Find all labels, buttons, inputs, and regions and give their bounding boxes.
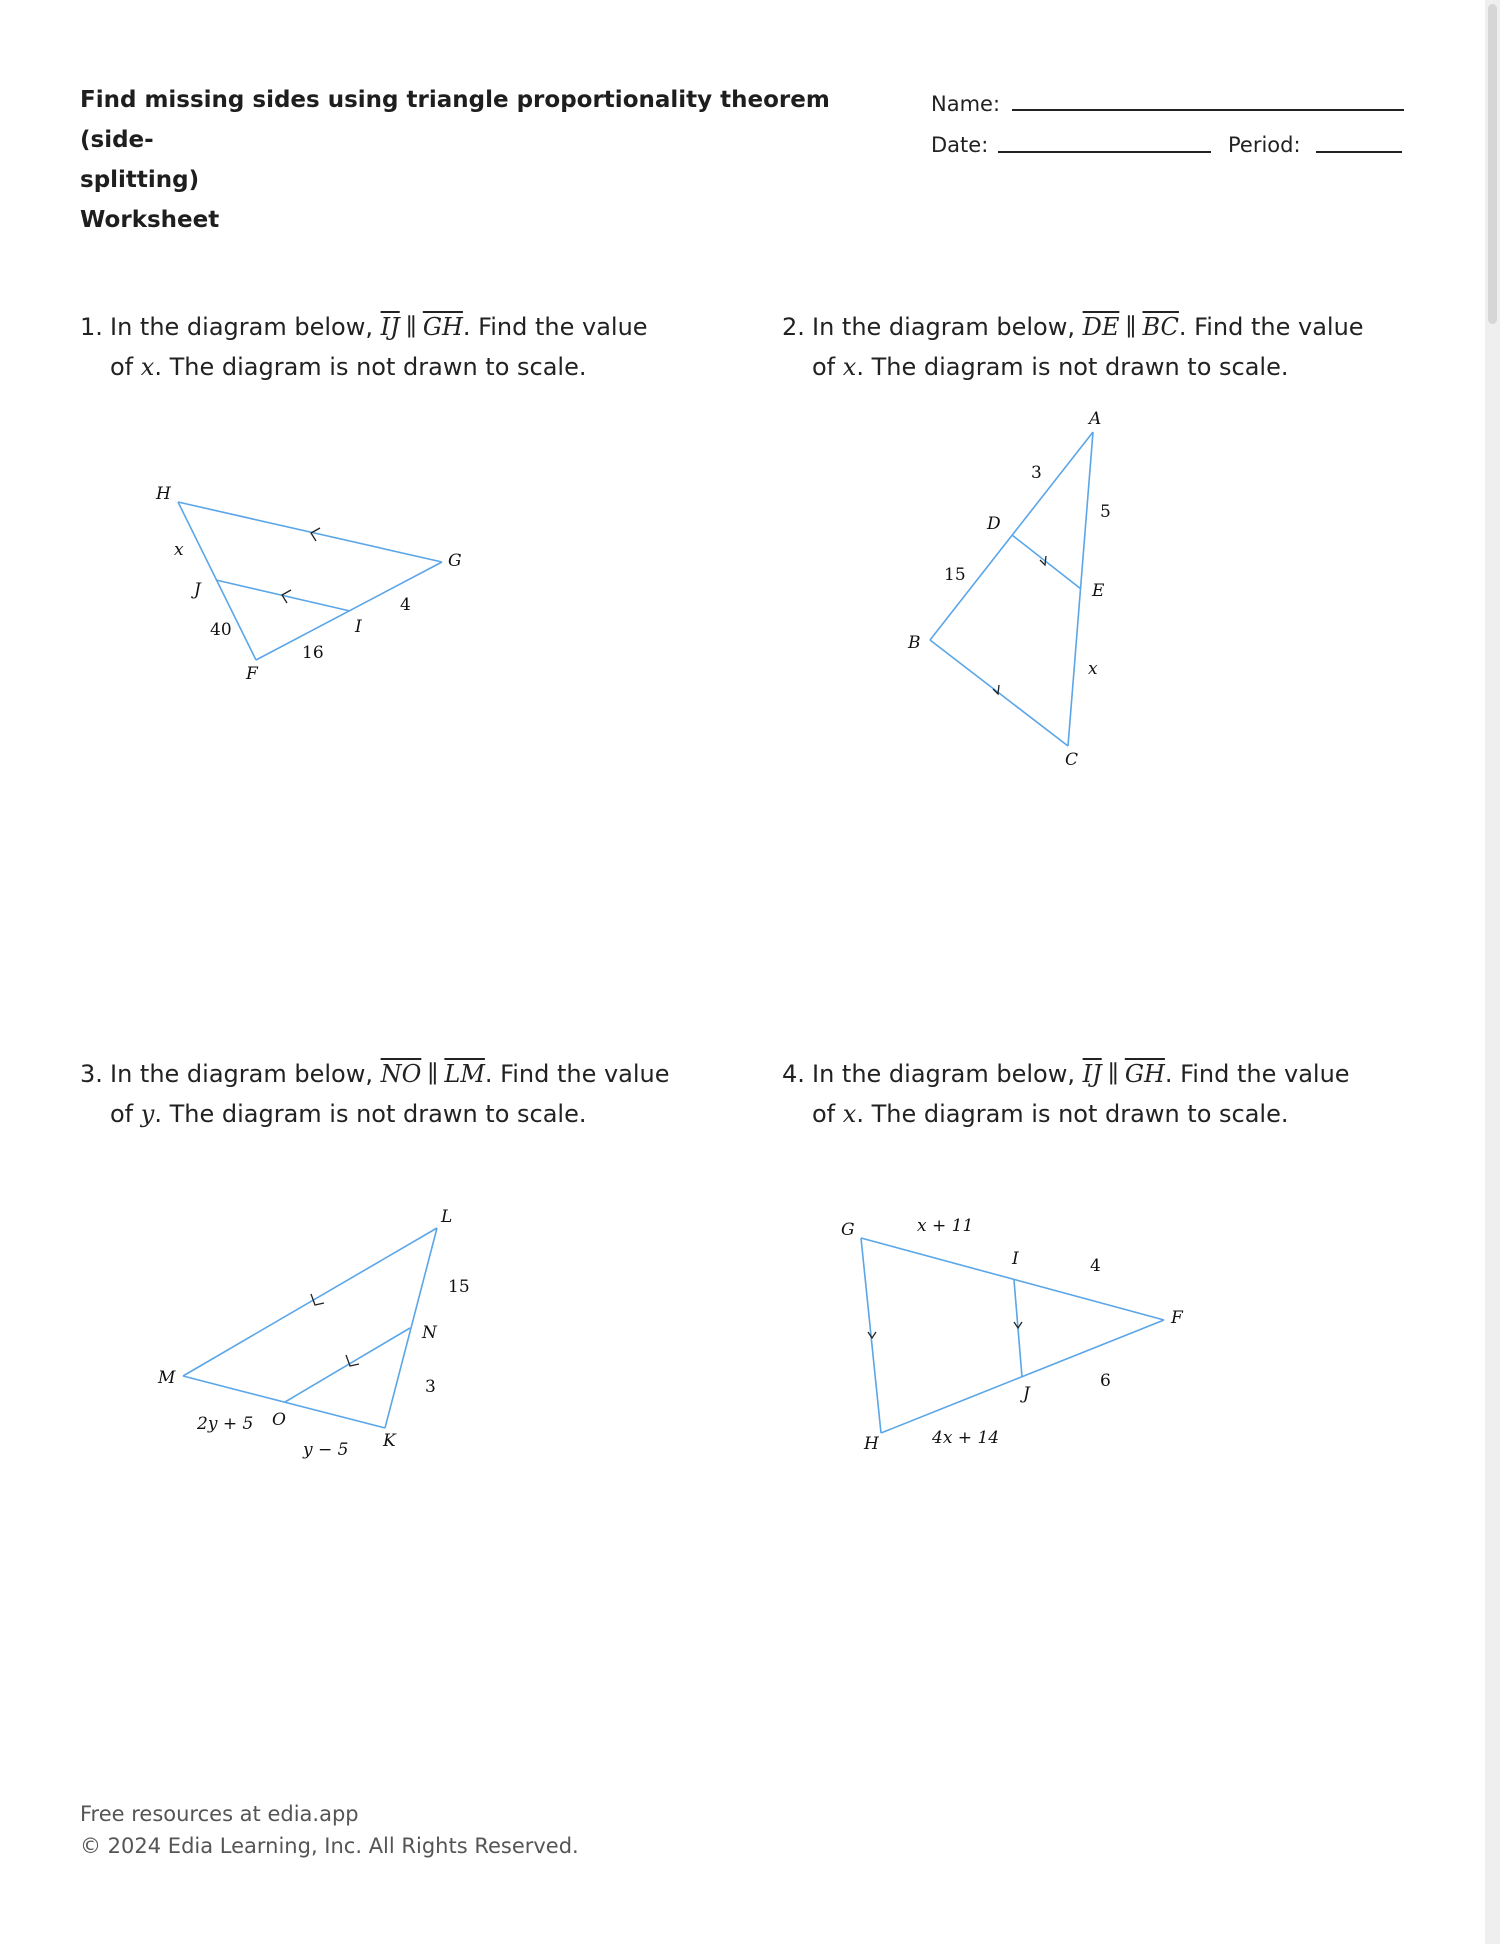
question-text: In the diagram below, [812,1060,1075,1088]
side-label: 5 [1100,502,1111,522]
question-text: . The diagram is not drawn to scale. [154,1100,587,1128]
question-text: . Find the value [1164,1060,1350,1088]
vertex-label: D [987,514,1001,534]
question-text: of [110,353,134,381]
side-label: 40 [210,620,232,640]
question-number: 4. [782,1060,805,1088]
title-line-2: splitting) [80,167,200,193]
side-label: 16 [302,643,324,663]
segment-label: $\overline{IJ}$ [380,313,400,341]
vertex-label: L [441,1207,453,1227]
segment-label: $\overline{IJ}$ [1082,1060,1102,1088]
side-label: x [174,540,184,560]
diagram-2 [907,409,1111,770]
side-label: y − 5 [303,1440,349,1460]
variable: x [842,353,857,381]
question-text: . Find the value [462,313,648,341]
segment-label: $\overline{BC}$ [1142,313,1179,341]
side-bc [930,640,1068,746]
question-number: 3. [80,1060,103,1088]
vertex-label: B [908,633,921,653]
footer-resources: Free resources at edia.app [80,1802,359,1826]
question-text: of [110,1100,134,1128]
question-text: In the diagram below, [110,1060,373,1088]
vertex-label: I [1012,1249,1019,1269]
question-text: . The diagram is not drawn to scale. [856,1100,1289,1128]
diagram-1 [155,484,462,684]
vertex-label: J [194,580,201,600]
variable: x [140,353,155,381]
title-line-3: Worksheet [80,207,220,233]
vertex-label: N [422,1323,437,1343]
side-label: 4 [1090,1256,1101,1276]
parallel-symbol: ∥ [427,1060,439,1088]
parallel-symbol: ∥ [405,313,417,341]
question-number: 1. [80,313,103,341]
question-text: . The diagram is not drawn to scale. [154,353,587,381]
vertex-label: K [383,1431,396,1451]
segment-de [1012,535,1081,589]
question-text: of [812,1100,836,1128]
segment-label: $\overline{NO}$ [380,1060,422,1088]
vertex-label: E [1092,581,1105,601]
vertex-label: A [1089,409,1102,429]
diagram-3 [157,1207,470,1460]
date-label: Date: [931,133,989,157]
parallel-symbol: ∥ [1107,1060,1119,1088]
segment-no [285,1328,410,1402]
vertex-label: G [448,551,462,571]
vertex-label: F [1171,1308,1183,1328]
side-ab [930,432,1093,640]
side-label: 15 [448,1277,470,1297]
title-line-1: Find missing sides using triangle proportionality theorem (side- [80,87,830,153]
scrollbar-thumb[interactable] [1488,4,1497,324]
question-text: . Find the value [484,1060,670,1088]
vertex-label: C [1065,750,1079,770]
period-label: Period: [1228,133,1301,157]
segment-label: $\overline{GH}$ [422,313,463,341]
side-label: 6 [1100,1371,1111,1391]
question-text: . Find the value [1178,313,1364,341]
vertex-label: I [355,617,362,637]
question-text: of [812,353,836,381]
question-text: In the diagram below, [110,313,373,341]
vertex-label: O [272,1410,286,1430]
segment-label: $\overline{LM}$ [444,1060,485,1088]
segment-label: $\overline{DE}$ [1082,313,1120,341]
side-label: 4 [400,595,411,615]
parallel-tick-mark [993,685,999,694]
parallel-tick-mark [868,1332,876,1338]
question-text: . The diagram is not drawn to scale. [856,353,1289,381]
diagram-4 [841,1216,1184,1454]
vertex-label: F [246,664,258,684]
side-lm [183,1228,437,1376]
side-hg [178,502,442,562]
vertex-label: H [864,1434,879,1454]
side-label: 15 [944,565,966,585]
segment-label: $\overline{GH}$ [1124,1060,1165,1088]
question-number: 2. [782,313,805,341]
side-label: 3 [425,1377,436,1397]
vertex-label: J [1023,1384,1030,1404]
vertex-label: G [841,1220,855,1240]
side-label: x + 11 [917,1216,974,1236]
side-label: 3 [1031,463,1042,483]
vertex-label: M [158,1368,176,1388]
variable: x [842,1100,857,1128]
footer-copyright: © 2024 Edia Learning, Inc. All Rights Reserved. [80,1834,579,1858]
parallel-symbol: ∥ [1125,313,1137,341]
name-label: Name: [931,92,1001,116]
variable: y [140,1100,155,1128]
vertical-scrollbar[interactable] [1485,0,1500,1944]
side-label: 2y + 5 [197,1414,254,1434]
side-label: 4x + 14 [932,1428,1000,1448]
vertex-label: H [156,484,171,504]
question-text: In the diagram below, [812,313,1075,341]
side-label: x [1088,659,1098,679]
